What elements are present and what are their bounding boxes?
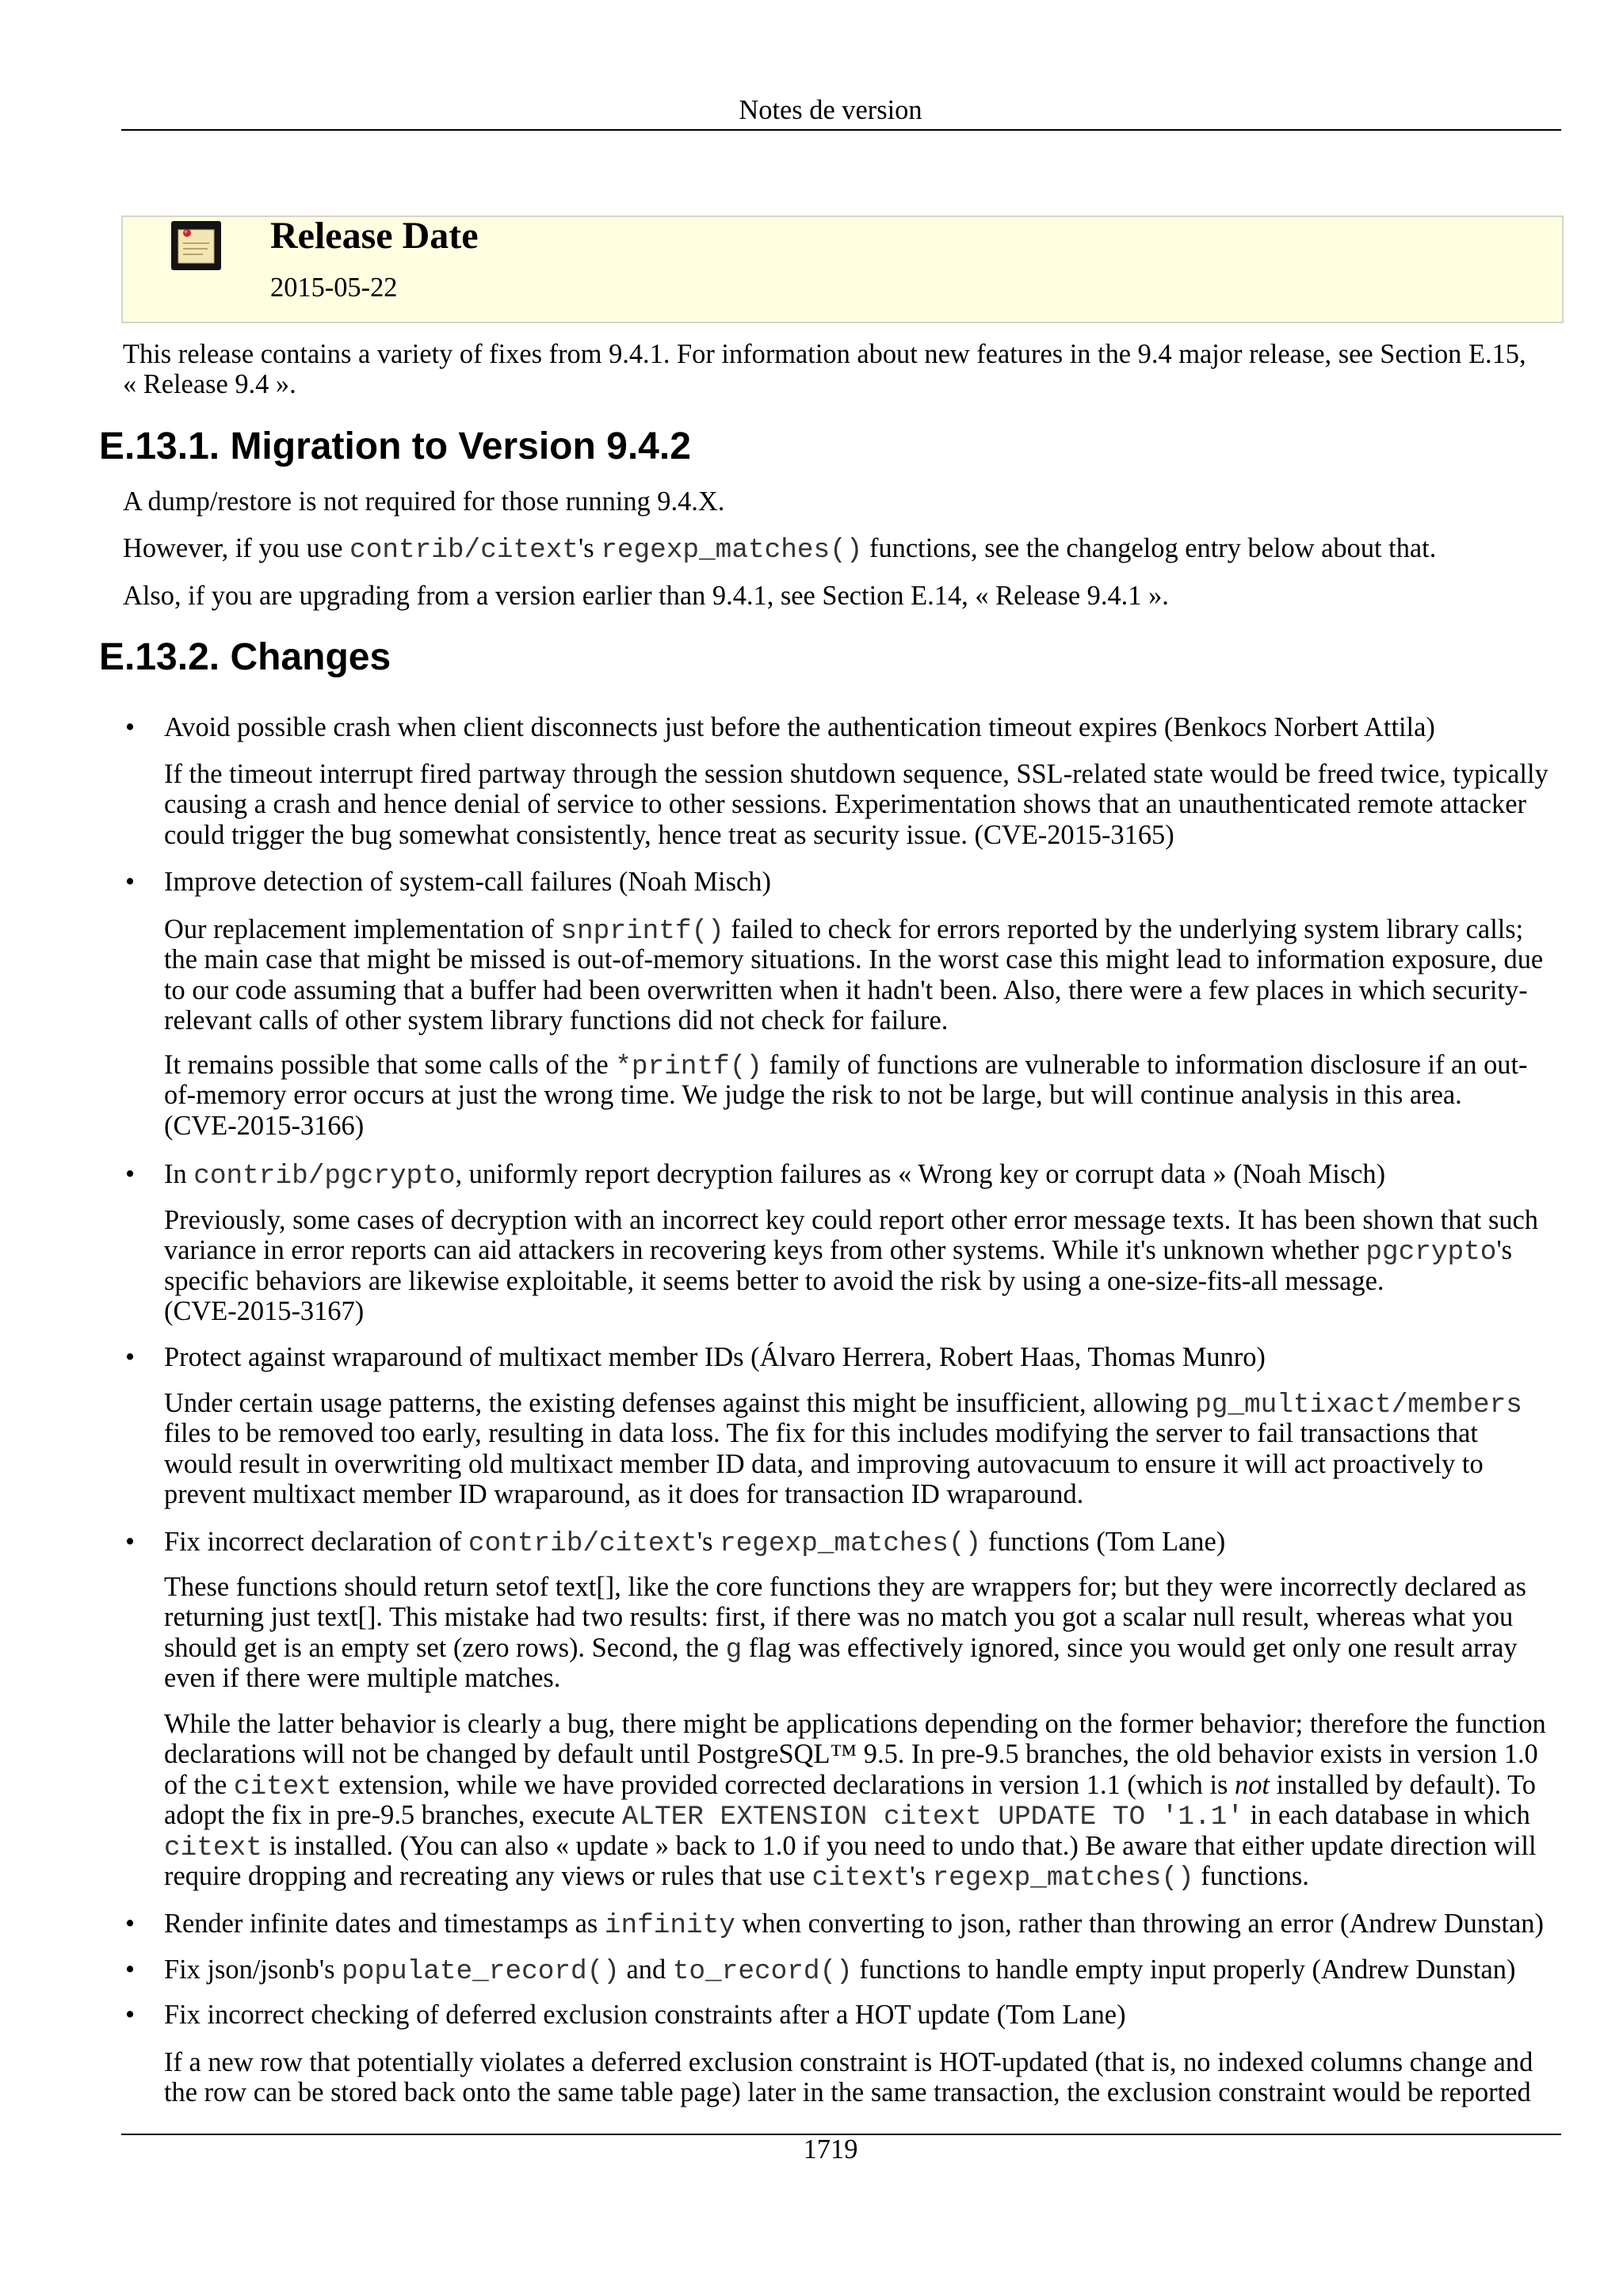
text-run: failed to check for errors reported by the underlying system library calls; the main case that might be missed is out-of-memory situations. In the worst case this might lead to information exposure, due to our code assuming that a buffer had been overwritten when it hadn't been. Also, there were a few places in which security- relevant calls of other system library functions did not check for failure. (164, 914, 1544, 1036)
intro-paragraph: This release contains a variety of fixes from 9.4.1. For information about new features in the 9.4 major release, see Section E.15, « Release 9.4 ». (123, 339, 1526, 400)
release-date-note (121, 215, 1564, 323)
code-literal: to_record() (672, 1956, 853, 1987)
change-detail (164, 2047, 1591, 2108)
code-literal: pg_multixact/members (1195, 1390, 1522, 1421)
code-literal: infinity (604, 1910, 735, 1941)
change-summary (125, 1159, 1591, 1192)
emphasis: not (1235, 1769, 1270, 1800)
change-summary (125, 1955, 1591, 1987)
bullet-marker: • (125, 867, 136, 897)
release-date: 2015-05-22 (270, 273, 398, 303)
text-run: functions. (1193, 1861, 1309, 1892)
change-summary (125, 1909, 1591, 1941)
text-run: functions (Tom Lane) (981, 1527, 1226, 1557)
code-literal: contrib/pgcrypto (193, 1161, 456, 1192)
text-run: However, if you use (123, 533, 350, 563)
text-run: functions to handle empty input properly (Andrew Dunstan) (852, 1955, 1516, 1985)
paragraph (123, 486, 1605, 517)
text-run: Also, if you are upgrading from a version earlier than 9.4.1, see Section E.14, « Release 9.4.1 ». (123, 581, 1169, 611)
text-run: It remains possible that some calls of the (164, 1050, 616, 1080)
code-literal: regexp_matches() (601, 535, 863, 566)
text-run: 's (697, 1527, 720, 1557)
paragraph (123, 581, 1605, 611)
text-run: 's specific behaviors are likewise exploitable, it seems better to avoid the risk by using a one-size-fits-all message. (CVE-2015-3167) (164, 1235, 1513, 1327)
change-summary (125, 1527, 1591, 1559)
text-run: If the timeout interrupt fired partway through the session shutdown sequence, SSL-related state would be freed twice, typically causing a crash and hence denial of service to other sessions. Experimentation shows that an unauthenticated remote attacker could trigger the bug somewhat consistently, hence treat as security issue. (CVE-2015-3165) (164, 759, 1549, 850)
text-run: family of functions are vulnerable to information disclosure if an out- of-memory error occurs at just the wrong time. We judge the risk to not be large, but will continue analysis in this area. (CVE-2015-3166) (164, 1050, 1528, 1141)
text-run: Render infinite dates and timestamps as (164, 1909, 605, 1939)
text-run: extension, while we have provided corrected declarations in version 1.1 (which is (331, 1769, 1235, 1800)
text-run: flag was effectively ignored, since you would get only one result array even if there were multiple matches. (164, 1632, 1518, 1694)
bullet-marker: • (125, 712, 136, 742)
code-literal: *printf() (615, 1051, 762, 1082)
change-detail (164, 1388, 1591, 1510)
change-detail (164, 914, 1591, 1036)
text-run: Protect against wraparound of multixact member IDs (Álvaro Herrera, Robert Haas, Thomas Munro) (164, 1342, 1266, 1372)
change-summary (125, 867, 1591, 897)
text-run: 's (579, 533, 601, 563)
code-literal: ALTER EXTENSION citext UPDATE TO '1.1' (621, 1802, 1243, 1833)
bullet-marker: • (125, 2000, 136, 2030)
text-run: , uniformly report decryption failures as « Wrong key or corrupt data » (Noah Misch) (455, 1159, 1386, 1189)
text-run: 's (910, 1861, 933, 1892)
change-summary (125, 712, 1591, 742)
section-heading-changes: E.13.2. Changes (99, 636, 391, 678)
header-rule (121, 129, 1561, 131)
section-heading-migration: E.13.1. Migration to Version 9.4.2 (99, 425, 691, 467)
code-literal: contrib/citext (349, 535, 579, 566)
page-number: 1719 (803, 2134, 858, 2164)
code-literal: regexp_matches() (720, 1528, 982, 1559)
text-run: Fix incorrect checking of deferred exclusion constraints after a HOT update (Tom Lane) (164, 2000, 1126, 2030)
code-literal: citext (233, 1771, 332, 1802)
change-detail (164, 1205, 1591, 1327)
code-literal: contrib/citext (468, 1528, 697, 1559)
code-literal: citext (164, 1832, 262, 1863)
text-run: Previously, some cases of decryption with an incorrect key could report other error message texts. It has been shown that such variance in error reports can aid attackers in recovering keys from other systems. While it's unknown whether (164, 1205, 1538, 1266)
text-run: Our replacement implementation of (164, 914, 561, 944)
text-run: These functions should return setof text[], like the core functions they are wrappers for; but they were incorrectly declared as returning just text[]. This mistake had two results: first, if there was no match you got a scalar null result, whereas what you should get is an empty set (zero rows). Second, the (164, 1572, 1526, 1663)
text-run: when converting to json, rather than throwing an error (Andrew Dunstan) (735, 1909, 1544, 1939)
code-literal: g (725, 1634, 743, 1665)
bullet-marker: • (125, 1527, 136, 1557)
note-title: Release Date (270, 215, 479, 257)
paragraph (123, 533, 1605, 566)
change-detail (164, 759, 1591, 850)
change-summary (125, 1342, 1591, 1372)
bullet-marker: • (125, 1159, 136, 1189)
text-run: functions, see the changelog entry below about that. (862, 533, 1437, 563)
text-run: In (164, 1159, 194, 1189)
bullet-marker: • (125, 1342, 136, 1372)
text-run: in each database in which (1250, 1800, 1530, 1831)
text-run: is installed. (You can also « update » back to 1.0 if you need to undo that.) Be aware that either update direction will require dropping and recreating any views or rules that use (164, 1830, 1537, 1892)
text-run: Fix json/jsonb's (164, 1955, 342, 1985)
code-literal: pgcrypto (1365, 1237, 1497, 1268)
code-literal: populate_record() (342, 1956, 620, 1987)
change-summary (125, 2000, 1591, 2030)
change-detail (164, 1709, 1591, 1894)
text-run: While the latter behavior is clearly a bug, there might be applications depending on the former behavior; therefore the function declarations will not be changed by default until PostgreSQL™ 9.5. In pre-9.5 branches, the old behavior exists in version 1.0 of the (164, 1709, 1546, 1800)
text-run: files to be removed too early, resulting in data loss. The fix for this includes modifying the server to fail transactions that would result in overwriting old multixact member ID data, and improving autovacuum to ensure it will act proactively to prevent multixact member ID wraparound, as it does for transaction ID wraparound. (164, 1418, 1484, 1510)
bullet-marker: • (125, 1909, 136, 1939)
page-header-title: Notes de version (739, 95, 922, 125)
code-literal: regexp_matches() (932, 1863, 1194, 1894)
text-run: Avoid possible crash when client disconnects just before the authentication timeout expires (Benkocs Norbert Attila) (164, 712, 1435, 742)
bullet-marker: • (125, 1955, 136, 1985)
text-run: A dump/restore is not required for those running 9.4.X. (123, 486, 725, 517)
change-detail (164, 1572, 1591, 1694)
change-detail (164, 1050, 1591, 1141)
text-run: installed by default). To adopt the fix in pre-9.5 branches, execute (164, 1769, 1536, 1831)
code-literal: citext (812, 1863, 911, 1894)
text-run: Under certain usage patterns, the existing defenses against this might be insufficient, allowing (164, 1388, 1196, 1418)
text-run: Improve detection of system-call failures (Noah Misch) (164, 867, 771, 897)
text-run: If a new row that potentially violates a deferred exclusion constraint is HOT-updated (that is, no indexed columns change and the row can be stored back onto the same table page) later in the same transaction, the exclusion constraint would be reported (164, 2047, 1533, 2108)
code-literal: snprintf() (560, 916, 724, 947)
text-run: and (619, 1955, 673, 1985)
text-run: Fix incorrect declaration of (164, 1527, 468, 1557)
note-icon (171, 221, 221, 270)
